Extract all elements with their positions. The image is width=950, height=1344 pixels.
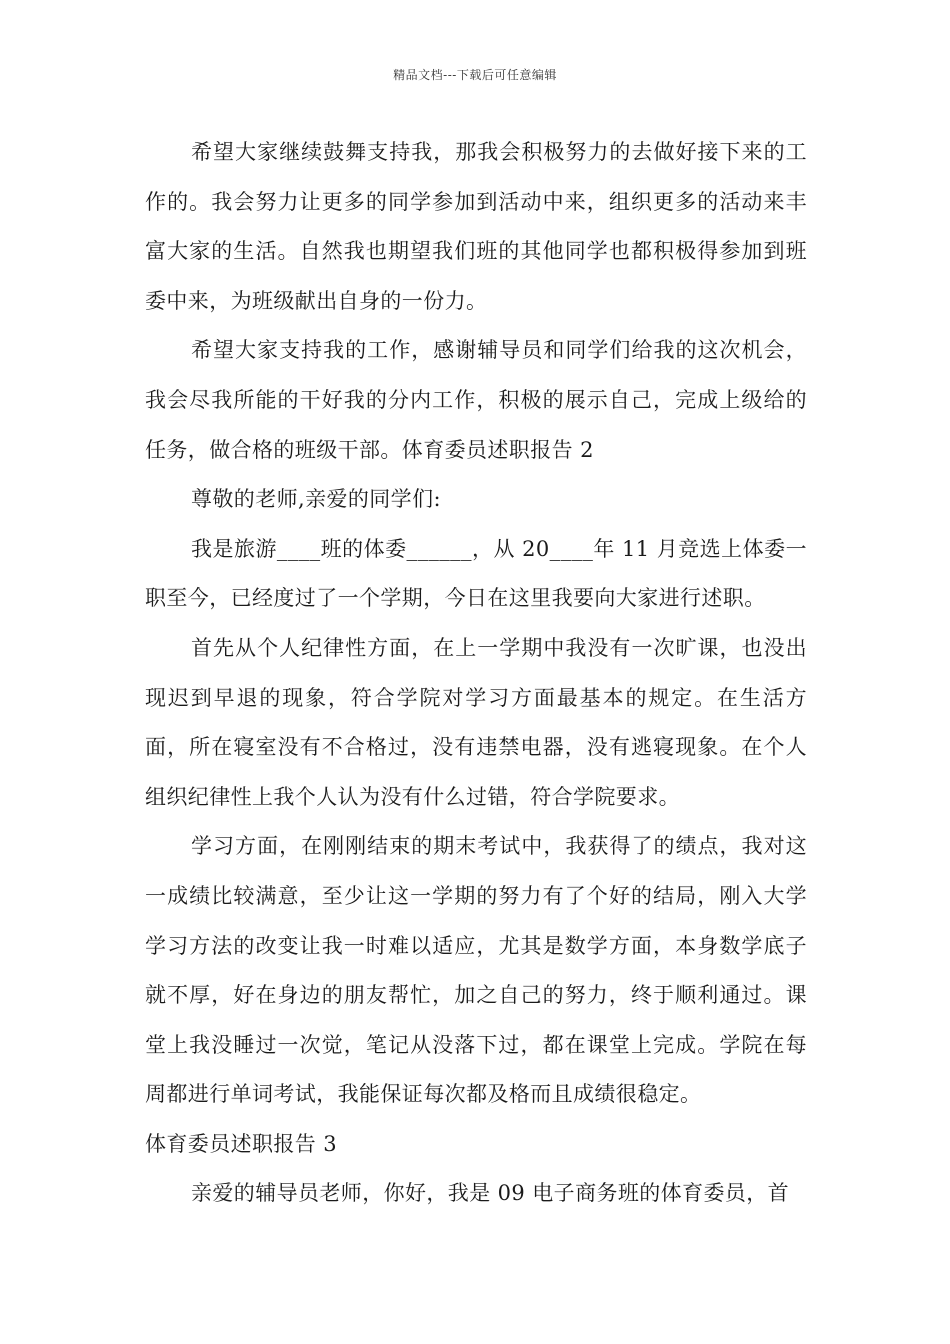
paragraph: 希望大家继续鼓舞支持我，那我会积极努力的去做好接下来的工作的。我会努力让更多的同学参加到活动中来，组织更多的活动来丰富大家的生活。自然我也期望我们班的其他同学也都积极得参加到班委中来，为班级献出自身的一份力。 bbox=[145, 140, 807, 313]
paragraph: 希望大家支持我的工作，感谢辅导员和同学们给我的这次机会，我会尽我所能的干好我的分内工作，积极的展示自己，完成上级给的任务，做合格的班级干部。体育委员述职报告 2 bbox=[145, 338, 807, 462]
paragraph: 我是旅游____班的体委______，从 20____年 11 月竞选上体委一职至今，已经度过了一个学期，今日在这里我要向大家进行述职。 bbox=[145, 536, 807, 611]
document-body bbox=[145, 128, 807, 1219]
paragraph: 亲爱的辅导员老师，你好，我是 09 电子商务班的体育委员，首 bbox=[191, 1181, 790, 1206]
paragraph: 首先从个人纪律性方面，在上一学期中我没有一次旷课，也没出现迟到早退的现象，符合学院对学习方面最基本的规定。在生活方面，所在寝室没有不合格过，没有违禁电器，没有逃寝现象。在个人组织纪律性上我个人认为没有什么过错，符合学院要求。 bbox=[145, 635, 807, 809]
paragraph: 尊敬的老师,亲爱的同学们: bbox=[191, 487, 441, 512]
page-header: 精品文档---下载后可任意编辑 bbox=[393, 68, 557, 82]
paragraph: 学习方面，在刚刚结束的期末考试中，我获得了的绩点，我对这一成绩比较满意，至少让这一学期的努力有了个好的结局，刚入大学学习方法的改变让我一时难以适应，尤其是数学方面，本身数学底子就不厚，好在身边的朋友帮忙，加之自己的努力，终于顺利通过。课堂上我没睡过一次觉，笔记从没落下过，都在课堂上完成。学院在每周都进行单词考试，我能保证每次都及格而且成绩很稳定。 bbox=[145, 834, 807, 1107]
section-heading: 体育委员述职报告 3 bbox=[145, 1131, 338, 1156]
